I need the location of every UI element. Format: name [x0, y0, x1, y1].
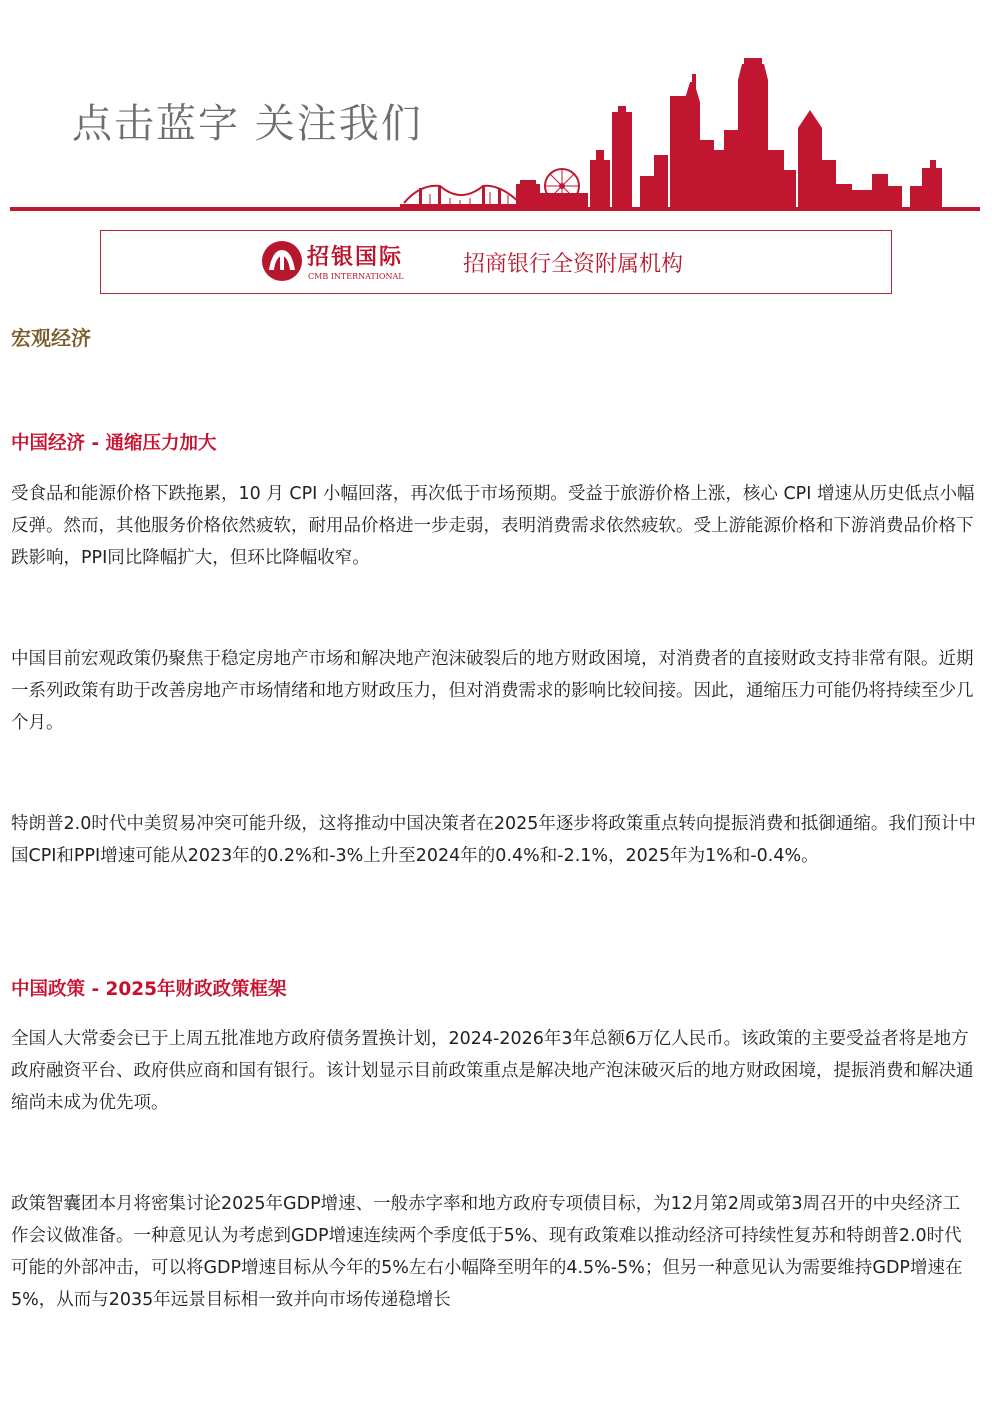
brand-banner: [100, 230, 892, 294]
header-divider-line: [10, 207, 980, 211]
article-paragraph: 政策智囊团本月将密集讨论2025年GDP增速、一般赤字率和地方政府专项债目标，为12月第2周或第3周召开的中央经济工作会议做准备。一种意见认为考虑到GDP增速连续两个季度低于5%、现有政策难以推动经济可持续性复苏和特朗普2.0时代可能的外部冲击，可以将GDP增速目标从今年的5%左右小幅降至明年的4.5%-5%；但另一种意见认为需要维持GDP增速在5%，从而与2035年远景目标相一致并向市场传递稳增长: [11, 1194, 963, 1310]
article-heading-policy: 中国政策 - 2025年财政政策框架: [11, 979, 287, 1000]
article-heading-economy: 中国经济 - 通缩压力加大: [11, 433, 217, 454]
article-paragraph: 中国目前宏观政策仍聚焦于稳定房地产市场和解决地产泡沫破裂后的地方财政困境，对消费者的直接财政支持非常有限。近期一系列政策有助于改善房地产市场情绪和地方财政压力，但对消费需求的影响比较间接。因此，通缩压力可能仍将持续至少几个月。: [11, 649, 974, 733]
article-paragraph: 全国人大常委会已于上周五批准地方政府债务置换计划，2024-2026年3年总额6万亿人民币。该政策的主要受益者将是地方政府融资平台、政府供应商和国有银行。该计划显示目前政策重点是解决地产泡沫破灭后的地方财政困境，提振消费和解决通缩尚未成为优先项。: [11, 1029, 974, 1113]
brand-name-cn: 招银国际: [307, 244, 404, 270]
section-title: 宏观经济: [11, 326, 91, 350]
city-skyline-illustration: [0, 0, 992, 215]
article-paragraph: 受食品和能源价格下跌拖累，10 月 CPI 小幅回落，再次低于市场预期。受益于旅游价格上涨，核心 CPI 增速从历史低点小幅反弹。然而，其他服务价格依然疲软，耐用品价格进一步走弱，表明消费需求依然疲软。受上游能源价格和下游消费品价格下跌影响，PPI同比降幅扩大，但环比降幅收窄。: [11, 484, 975, 568]
follow-us-title[interactable]: 点击蓝字 关注我们: [72, 101, 423, 147]
cmb-logo-icon: [261, 240, 303, 282]
brand-tagline: 招商银行全资附属机构: [463, 252, 684, 277]
article-paragraph: 特朗普2.0时代中美贸易冲突可能升级，这将推动中国决策者在2025年逐步将政策重点转向提振消费和抵御通缩。我们预计中国CPI和PPI增速可能从2023年的0.2%和-3%上升至2024年的0.4%和-2.1%，2025年为1%和-0.4%。: [11, 814, 976, 866]
bridge-left-icon: [400, 186, 530, 208]
header-banner: [0, 0, 992, 215]
brand-name-en: CMB INTERNATIONAL: [308, 272, 404, 281]
ferris-wheel-icon: [540, 169, 588, 207]
